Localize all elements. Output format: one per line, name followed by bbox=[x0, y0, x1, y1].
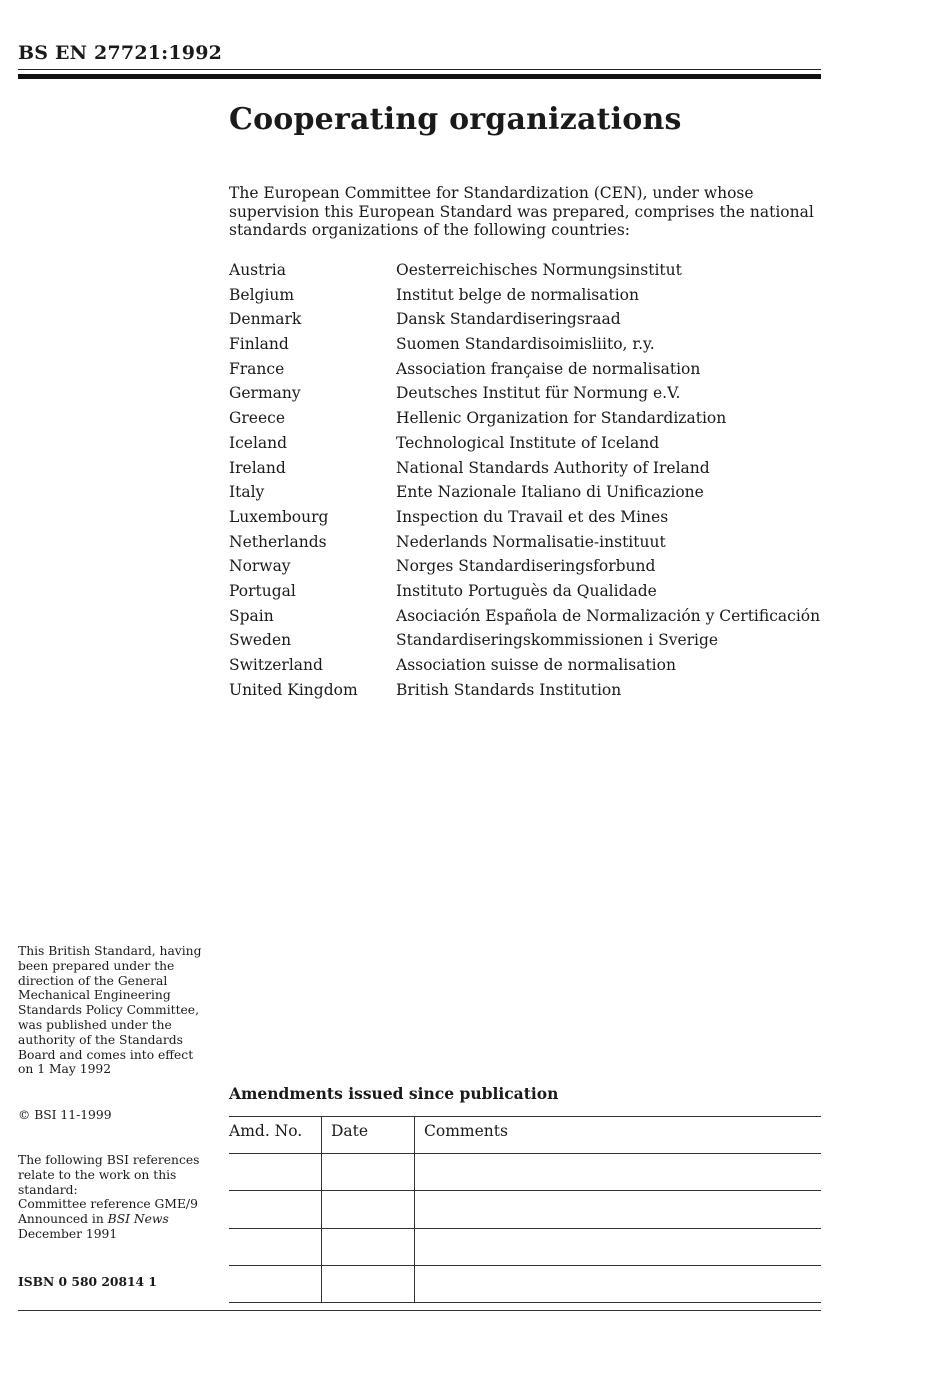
copyright-notice: © BSI 11-1999 bbox=[18, 1108, 112, 1122]
organization-row bbox=[229, 307, 829, 332]
organization-body: National Standards Authority of Ireland bbox=[396, 458, 710, 477]
amendments-row bbox=[229, 1153, 821, 1190]
organization-country: Luxembourg bbox=[229, 507, 329, 526]
organization-country: France bbox=[229, 359, 285, 378]
page-title: Cooperating organizations bbox=[229, 102, 682, 137]
organization-row bbox=[229, 332, 829, 357]
organization-row bbox=[229, 505, 829, 530]
organization-country: Austria bbox=[229, 261, 286, 279]
amendments-cell bbox=[414, 1154, 821, 1190]
organization-row bbox=[229, 604, 829, 629]
amendments-header-row bbox=[229, 1116, 821, 1153]
organization-row bbox=[229, 431, 829, 456]
organization-row bbox=[229, 283, 829, 308]
organization-row bbox=[229, 653, 829, 678]
organization-body: Association suisse de normalisation bbox=[396, 656, 676, 674]
announced-line bbox=[18, 1212, 208, 1227]
organization-row bbox=[229, 579, 829, 604]
amendments-row bbox=[229, 1228, 821, 1265]
organization-body: Standardiseringskommissionen i Sverige bbox=[396, 631, 719, 650]
amendments-cell bbox=[414, 1191, 821, 1227]
organization-row bbox=[229, 456, 829, 481]
organization-country: Spain bbox=[229, 606, 274, 625]
organization-body: Hellenic Organization for Standardization bbox=[396, 409, 727, 428]
organization-row bbox=[229, 480, 829, 505]
organization-country: Greece bbox=[229, 409, 285, 428]
organization-row bbox=[229, 678, 829, 703]
amendments-cell bbox=[229, 1266, 321, 1302]
amendments-table bbox=[229, 1116, 821, 1303]
organization-body: Instituto Portuguès da Qualidade bbox=[396, 581, 657, 600]
amendments-column-header: Comments bbox=[414, 1117, 821, 1153]
organization-row bbox=[229, 258, 829, 283]
amendments-row bbox=[229, 1190, 821, 1227]
bsi-references bbox=[18, 1153, 208, 1242]
organization-country: Netherlands bbox=[229, 532, 327, 551]
organization-country: Ireland bbox=[229, 458, 286, 477]
amendments-column-header: Amd. No. bbox=[229, 1122, 303, 1140]
organization-body: Dansk Standardiseringsraad bbox=[396, 310, 621, 329]
organization-row bbox=[229, 357, 829, 382]
amendments-cell bbox=[229, 1191, 321, 1227]
organization-country: Portugal bbox=[229, 581, 296, 600]
header-rule-thick bbox=[18, 74, 821, 79]
amendments-row bbox=[229, 1265, 821, 1303]
amendments-cell bbox=[414, 1229, 821, 1265]
organization-body: Oesterreichisches Normungsinstitut bbox=[396, 261, 682, 279]
amendments-cell bbox=[321, 1229, 414, 1265]
organization-country: Switzerland bbox=[229, 656, 323, 674]
amendments-cell bbox=[414, 1266, 821, 1302]
organizations-list bbox=[229, 258, 829, 702]
organization-country: United Kingdom bbox=[229, 680, 358, 699]
organization-body: Deutsches Institut für Normung e.V. bbox=[396, 384, 681, 403]
organization-country: Iceland bbox=[229, 433, 288, 452]
amendments-cell bbox=[321, 1191, 414, 1227]
footer-rule bbox=[18, 1310, 821, 1311]
organization-body: British Standards Institution bbox=[396, 680, 622, 699]
isbn: ISBN 0 580 20814 1 bbox=[18, 1274, 157, 1289]
organization-country: Italy bbox=[229, 483, 265, 502]
organization-country: Norway bbox=[229, 557, 291, 576]
announced-prefix: Announced in bbox=[18, 1212, 108, 1227]
amendments-cell bbox=[229, 1154, 321, 1190]
document-id: BS EN 27721:1992 bbox=[18, 42, 223, 64]
organization-row bbox=[229, 628, 829, 653]
organization-country: Denmark bbox=[229, 310, 302, 329]
amendments-cell bbox=[321, 1154, 414, 1190]
organization-body: Nederlands Normalisatie-instituut bbox=[396, 532, 666, 551]
committee-reference: Committee reference GME/9 bbox=[18, 1197, 198, 1212]
amendments-cell bbox=[229, 1229, 321, 1265]
amendments-cell bbox=[321, 1266, 414, 1302]
organization-country: Belgium bbox=[229, 285, 295, 304]
organization-body: Institut belge de normalisation bbox=[396, 285, 639, 304]
organization-body: Inspection du Travail et des Mines bbox=[396, 507, 669, 526]
publication-note: This British Standard, having been prepared under the direction of the General Mechanical Engineering Standards Policy Committee, was published under the authority of the Standards Board and comes into effect on 1 May 1992 bbox=[18, 944, 202, 1077]
organization-body: Suomen Standardisoimisliito, r.y. bbox=[396, 335, 655, 354]
organization-row bbox=[229, 530, 829, 555]
amendments-column-header: Date bbox=[321, 1117, 414, 1153]
organization-body: Technological Institute of Iceland bbox=[396, 433, 660, 452]
organization-body: Ente Nazionale Italiano di Unificazione bbox=[396, 483, 704, 502]
organization-country: Germany bbox=[229, 384, 301, 403]
organization-row bbox=[229, 381, 829, 406]
header-rule-thin bbox=[18, 69, 821, 70]
announced-date: December 1991 bbox=[18, 1226, 118, 1241]
organization-body: Asociación Española de Normalización y Certificación bbox=[396, 606, 821, 625]
organization-row bbox=[229, 554, 829, 579]
organization-country: Finland bbox=[229, 335, 289, 354]
intro-paragraph: The European Committee for Standardization (CEN), under whose supervision this European Standard was prepared, comprises the national standards organizations of the following countries: bbox=[229, 184, 814, 239]
organization-body: Association française de normalisation bbox=[396, 359, 701, 378]
references-intro: The following BSI references relate to the work on this standard: bbox=[18, 1153, 200, 1197]
amendments-title: Amendments issued since publication bbox=[229, 1084, 559, 1103]
organization-row bbox=[229, 406, 829, 431]
announced-publication: BSI News bbox=[107, 1212, 169, 1227]
organization-body: Norges Standardiseringsforbund bbox=[396, 557, 656, 576]
organization-country: Sweden bbox=[229, 631, 292, 650]
